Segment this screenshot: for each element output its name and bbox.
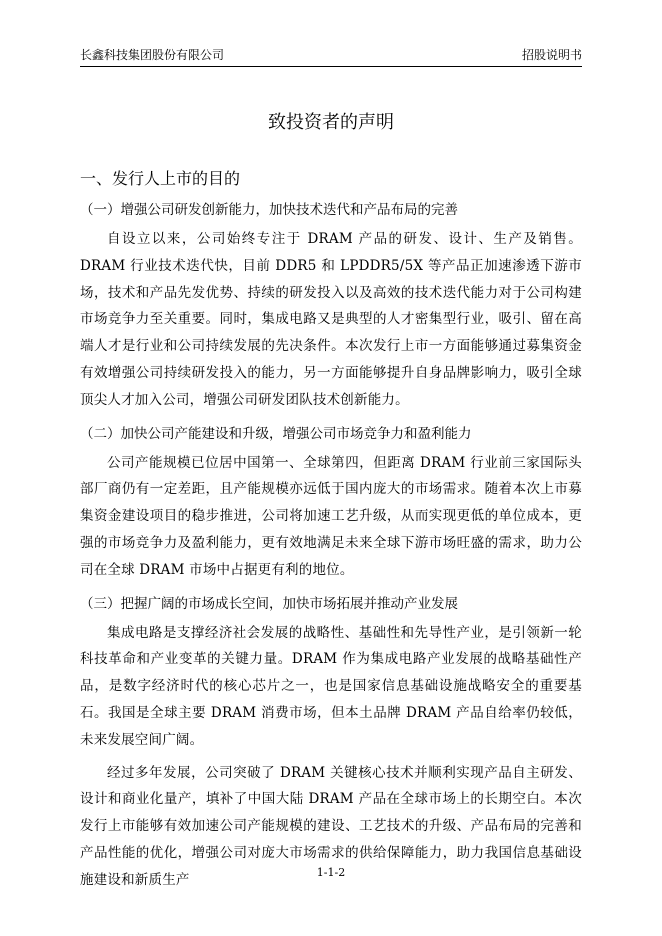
paragraph-market-1: 集成电路是支撑经济社会发展的战略性、基础性和先导性产业，是引领新一轮科技革命和产业变革的关键力量。DRAM 作为集成电路产业发展的战略基础性产品，是数字经济时代的核心芯片之一，也是国家信息基础设施战略安全的重要基石。我国是全球主要 DRAM 消费市场，但本土品牌 DRAM 产品自给率仍较低，未来发展空间广阔。 bbox=[80, 624, 582, 748]
paragraph-capacity: 公司产能规模已位居中国第一、全球第四，但距离 DRAM 行业前三家国际头部厂商仍有一定差距，且产能规模亦远低于国内庞大的市场需求。随着本次上市募集资金建设项目的稳步推进，公司将加速工艺升级，从而实现更低的单位成本，更强的市场竞争力及盈利能力，更有效地满足未来全球下游市场旺盛的需求，助力公司在全球 DRAM 市场中占据更有利的地位。 bbox=[80, 454, 582, 578]
subsection-heading-3: （三）把握广阔的市场成长空间，加快市场拓展并推动产业发展 bbox=[80, 595, 458, 612]
page-title: 致投资者的声明 bbox=[268, 112, 394, 133]
page-content bbox=[80, 100, 582, 900]
page-header bbox=[80, 44, 582, 67]
subsection-heading-1: （一）增强公司研发创新能力，加快技术迭代和产品布局的完善 bbox=[80, 202, 458, 218]
paragraph-rd-innovation: 自设立以来，公司始终专注于 DRAM 产品的研发、设计、生产及销售。DRAM 行业技术迭代快，目前 DDR5 和 LPDDR5/5X 等产品正加速渗透下游市场，技术和产品先发优势、持续的研发投入以及高效的技术迭代能力对于公司构建市场竞争力至关重要。同时，集成电路又是典型的人才密集型行业，吸引、留在高端人才是行业和公司持续发展的先决条件。本次发行上市一方面能够通过募集资金有效增强公司持续研发投入的能力，另一方面能够提升自身品牌影响力，吸引全球顶尖人才加入公司，增强公司研发团队技术创新能力。 bbox=[80, 231, 582, 408]
paragraph-market-2: 经过多年发展，公司突破了 DRAM 关键核心技术并顺利实现产品自主研发、设计和商业化量产，填补了中国大陆 DRAM 产品在全球市场上的长期空白。本次发行上市能够有效加速公司产能规模的建设、工艺技术的升级、产品布局的完善和产品性能的优化，增强公司对庞大市场需求的供给保障能力，助力我国信息基础设施建设和新质生产 bbox=[80, 764, 582, 888]
subsection-heading-2: （二）加快公司产能建设和升级，增强公司市场竞争力和盈利能力 bbox=[80, 425, 472, 442]
section-heading: 一、发行人上市的目的 bbox=[80, 169, 241, 188]
header-document-type: 招股说明书 bbox=[521, 48, 582, 62]
header-company-name: 长鑫科技集团股份有限公司 bbox=[80, 48, 225, 62]
page-number: 1-1-2 bbox=[316, 866, 346, 879]
